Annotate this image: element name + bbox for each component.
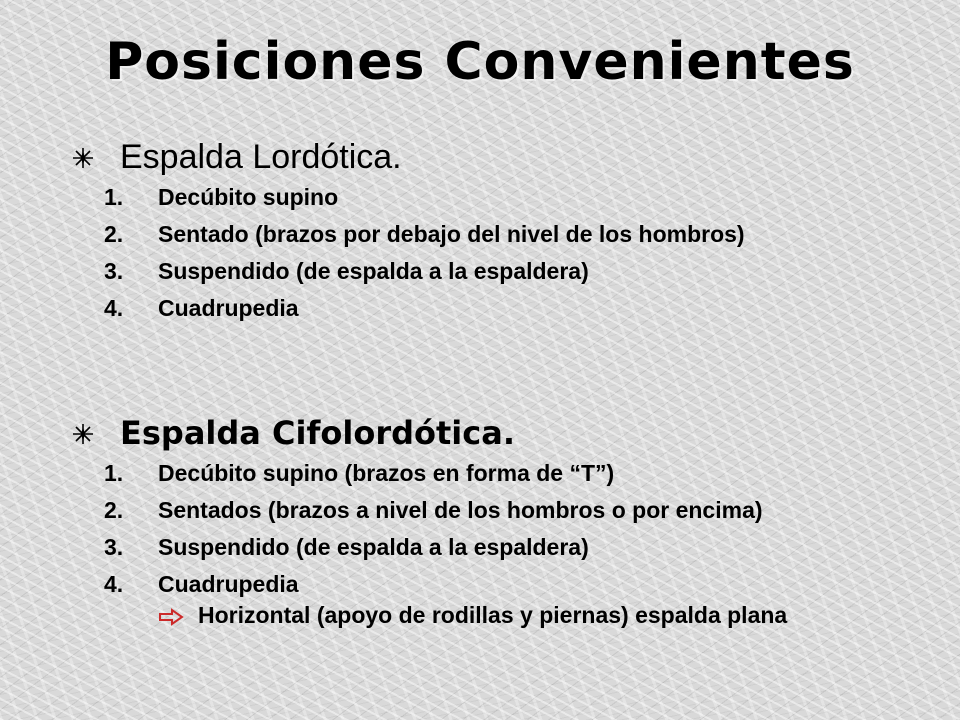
sub-item-text: Horizontal (apoyo de rodillas y piernas) espalda plana <box>198 602 788 628</box>
list-item <box>104 573 864 596</box>
section-lordotica <box>72 136 864 334</box>
list-item <box>104 536 864 559</box>
slide-title: Posiciones Convenientes <box>105 32 855 92</box>
section-heading <box>72 412 918 454</box>
item-text: Sentados (brazos a nivel de los hombros o por encima) <box>158 497 763 523</box>
item-number: 1. <box>104 184 124 210</box>
section-heading <box>72 136 864 178</box>
list-item <box>104 462 864 485</box>
item-text: Sentado (brazos por debajo del nivel de los hombros) <box>158 221 745 247</box>
hollow-arrow-icon <box>158 608 184 626</box>
item-text: Cuadrupedia <box>158 295 299 321</box>
list-item <box>104 260 864 283</box>
item-number: 4. <box>104 295 124 321</box>
position-list <box>72 462 918 596</box>
position-list <box>72 186 864 320</box>
list-item <box>104 186 864 209</box>
list-item <box>104 223 864 246</box>
list-item <box>104 499 864 522</box>
asterisk-star-icon <box>72 147 94 169</box>
item-number: 2. <box>104 497 124 523</box>
asterisk-star-icon <box>72 423 94 445</box>
item-text: Suspendido (de espalda a la espaldera) <box>158 534 589 560</box>
item-number: 1. <box>104 460 124 486</box>
item-text: Cuadrupedia <box>158 571 299 597</box>
item-number: 3. <box>104 534 124 560</box>
item-text: Decúbito supino <box>158 184 339 210</box>
item-text: Suspendido (de espalda a la espaldera) <box>158 258 589 284</box>
heading-text: Espalda Cifolordótica. <box>120 414 515 452</box>
sub-item <box>158 604 918 627</box>
item-text: Decúbito supino (brazos en forma de “T”) <box>158 460 615 486</box>
item-number: 3. <box>104 258 124 284</box>
item-number: 2. <box>104 221 124 247</box>
item-number: 4. <box>104 571 124 597</box>
section-cifolordotica <box>72 412 918 627</box>
heading-text: Espalda Lordótica. <box>120 137 402 176</box>
list-item <box>104 297 864 320</box>
